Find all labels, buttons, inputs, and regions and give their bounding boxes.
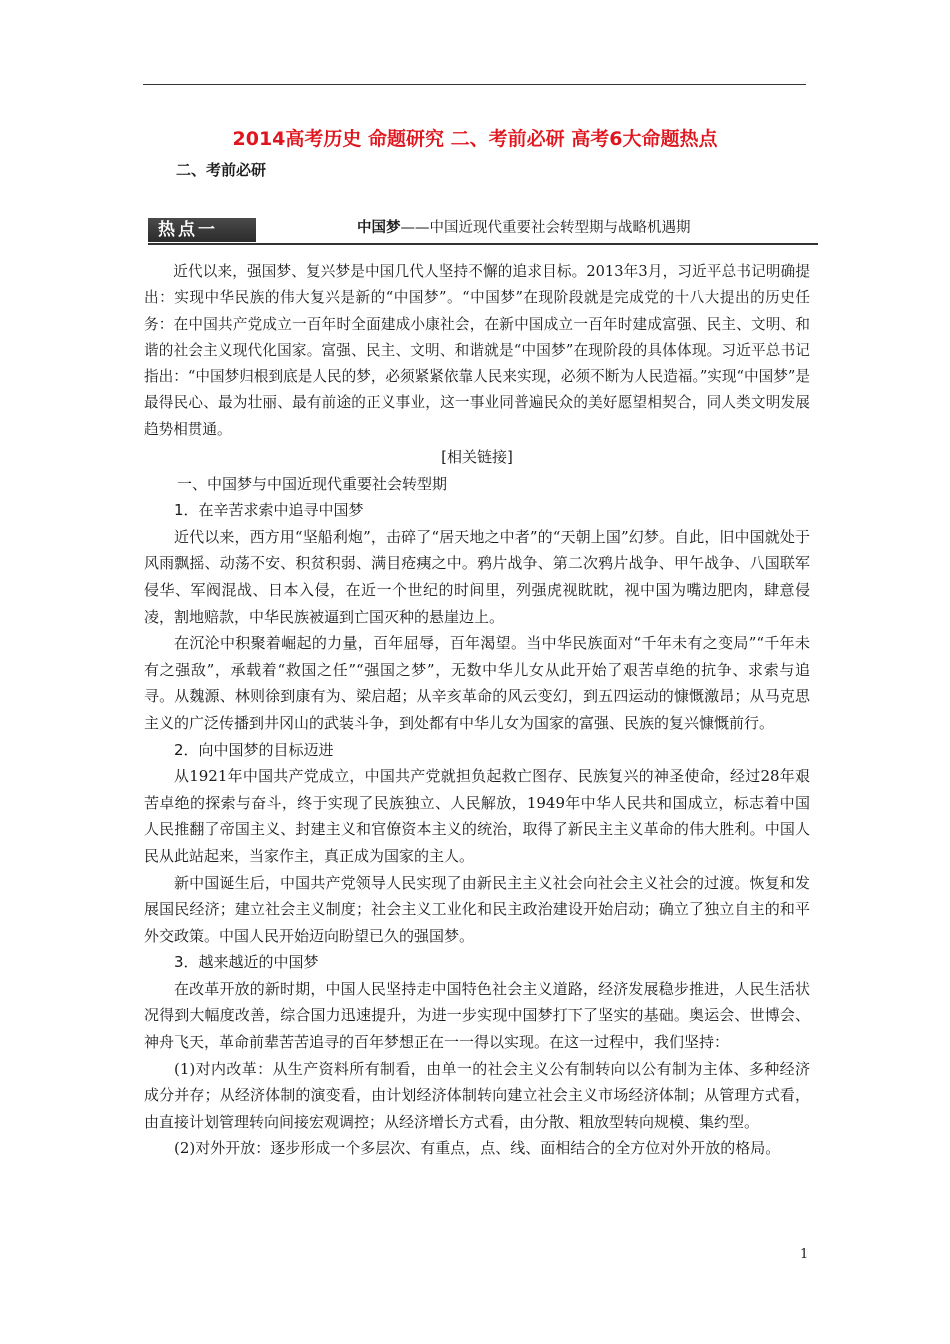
heading-1: 一、中国梦与中国近现代重要社会转型期 xyxy=(177,474,448,493)
header-rule xyxy=(143,84,806,85)
hot-topic-subtitle xyxy=(357,216,691,237)
intro-paragraph: 近代以来，强国梦、复兴梦是中国几代人坚持不懈的追求目标。2013年3月，习近平总书记明确提出：实现中华民族的伟大复兴是新的“中国梦”。“中国梦”在现阶段就是完成党的十八大提出的历史任务：在中国共产党成立一百年时全面建成小康社会，在新中国成立一百年时建成富强、民主、文明、和谐的社会主义现代化国家。富强、民主、文明、和谐就是“中国梦”在现阶段的具体体现。习近平总书记指出：“中国梦归根到底是人民的梦，必须紧紧依靠人民来实现，必须不断为人民造福。”实现“中国梦”是最得民心、最为壮丽、最有前途的正义事业，这一事业同普遍民众的美好愿望相契合，同人类文明发展趋势相贯通。 xyxy=(144,263,810,438)
hot-topic-banner: 热点一 xyxy=(148,218,256,242)
paragraph-1: 近代以来，西方用“坚船利炮”，击碎了“居天地之中者”的“天朝上国”幻梦。自此，旧中国就处于风雨飘摇、动荡不安、积贫积弱、满目疮痍之中。鸦片战争、第二次鸦片战争、甲午战争、八国联军侵华、军阀混战、日本入侵，在近一个世纪的时间里，列强虎视眈眈，视中国为嘴边肥肉，肆意侵凌，割地赔款，中华民族被逼到亡国灭种的悬崖边上。 xyxy=(144,527,810,626)
page-number: 1 xyxy=(800,1247,809,1262)
main-section xyxy=(144,444,810,1162)
section-label: 二、考前必研 xyxy=(176,161,267,179)
paragraph-4: 新中国诞生后，中国共产党领导人民实现了由新民主主义社会向社会主义社会的过渡。恢复和发展国民经济；建立社会主义制度；社会主义工业化和民主政治建设开始启动；确立了独立自主的和平外交政策。中国人民开始迈向盼望已久的强国梦。 xyxy=(144,873,810,945)
related-links-heading: [相关链接] xyxy=(441,448,513,466)
intro-section xyxy=(144,259,810,443)
paragraph-3: 从1921年中国共产党成立，中国共产党就担负起救亡图存、民族复兴的神圣使命，经过28年艰苦卓绝的探索与奋斗，终于实现了民族独立、人民解放，1949年中华人民共和国成立，标志着中国人民推翻了帝国主义、封建主义和官僚资本主义的统治，取得了新民主主义革命的伟大胜利。中国人民从此站起来，当家作主，真正成为国家的主人。 xyxy=(144,767,810,865)
subheading-2: 2．向中国梦的目标迈进 xyxy=(174,740,334,759)
subheading-3: 3．越来越近的中国梦 xyxy=(174,953,319,972)
banner-rule xyxy=(148,243,818,245)
paragraph-7: (2)对外开放：逐步形成一个多层次、有重点，点、线、面相结合的全方位对外开放的格局。 xyxy=(174,1139,781,1158)
subheading-1: 1．在辛苦求索中追寻中国梦 xyxy=(174,501,364,520)
paragraph-5: 在改革开放的新时期，中国人民坚持走中国特色社会主义道路，经济发展稳步推进，人民生活状况得到大幅度改善，综合国力迅速提升，为进一步实现中国梦打下了坚实的基础。奥运会、世博会、神舟飞天，革命前辈苦苦追寻的百年梦想正在一一得以实现。在这一过程中，我们坚持： xyxy=(144,979,810,1052)
document-title: 2014高考历史 命题研究 二、考前必研 高考6大命题热点 xyxy=(232,128,718,150)
hot-topic-subtitle-rest: ——中国近现代重要社会转型期与战略机遇期 xyxy=(400,220,691,236)
paragraph-2: 在沉沦中积聚着崛起的力量，百年屈辱，百年渴望。当中华民族面对“千年未有之变局”“千年未有之强敌”，承载着“救国之任”“强国之梦”，无数中华儿女从此开始了艰苦卓绝的抗争、求索与追寻。从魏源、林则徐到康有为、梁启超；从辛亥革命的风云变幻，到五四运动的慷慨激昂；从马克思主义的广泛传播到井冈山的武装斗争，到处都有中华儿女为国家的富强、民族的复兴慷慨前行。 xyxy=(144,634,810,732)
hot-topic-subtitle-bold: 中国梦 xyxy=(357,220,401,236)
paragraph-6: (1)对内改革：从生产资料所有制看，由单一的社会主义公有制转向以公有制为主体、多种经济成分并存；从经济体制的演变看，由计划经济体制转向建立社会主义市场经济体制；从管理方式看，由直接计划管理转向间接宏观调控；从经济增长方式看，由分散、粗放型转向规模、集约型。 xyxy=(144,1059,810,1131)
